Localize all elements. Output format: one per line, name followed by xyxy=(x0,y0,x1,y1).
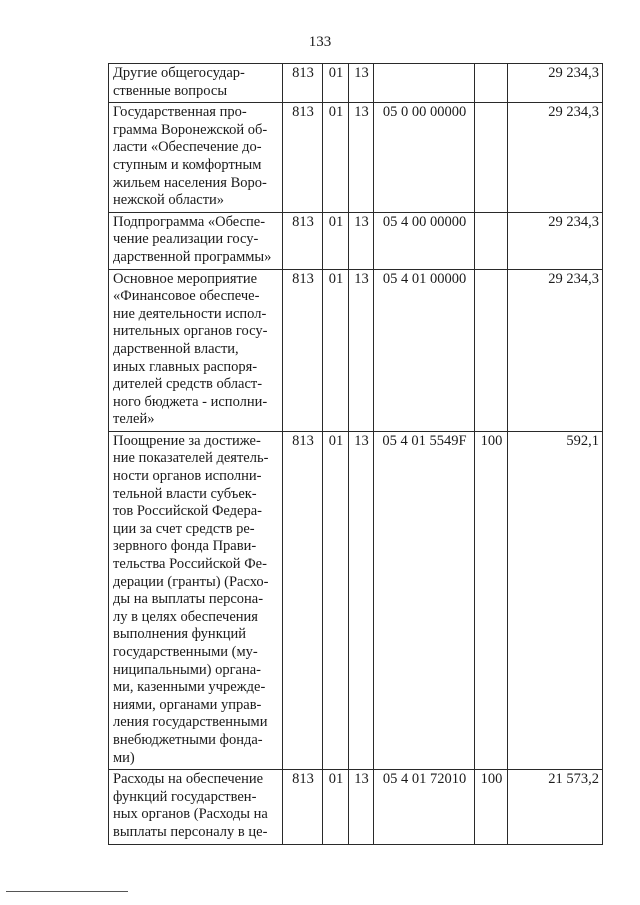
cell-name xyxy=(109,103,283,213)
name-line: дарственной программы» xyxy=(113,248,272,265)
page-number: 133 xyxy=(308,34,332,50)
name-line: ние деятельности испол- xyxy=(113,305,267,322)
cell-ved: 813 xyxy=(283,770,323,844)
name-line: телей» xyxy=(113,411,155,428)
name-line: дарственной власти, xyxy=(113,340,239,357)
cell-pr: 13 xyxy=(349,212,374,269)
name-line: ние показателей деятель- xyxy=(113,450,269,467)
name-line: Основное мероприятие xyxy=(113,270,258,287)
table-body xyxy=(109,64,603,845)
cell-csr xyxy=(374,64,475,103)
cell-ved: 813 xyxy=(283,431,323,769)
name-line: тов Российской Федера- xyxy=(113,503,262,520)
cell-vr xyxy=(475,269,508,431)
cell-pr: 13 xyxy=(349,431,374,769)
cell-sum: 29 234,3 xyxy=(508,103,603,213)
name-line: внебюджетными фонда- xyxy=(113,731,263,748)
cell-name xyxy=(109,64,283,103)
cell-ved: 813 xyxy=(283,269,323,431)
cell-name xyxy=(109,770,283,844)
budget-table xyxy=(108,63,603,845)
name-line: жильем населения Воро- xyxy=(113,174,267,191)
cell-csr: 05 4 01 00000 xyxy=(374,269,475,431)
name-line: «Финансовое обеспече- xyxy=(113,288,260,305)
cell-sum: 21 573,2 xyxy=(508,770,603,844)
name-line: ции за счет средств ре- xyxy=(113,520,255,537)
cell-pr: 13 xyxy=(349,64,374,103)
cell-rz: 01 xyxy=(323,770,349,844)
cell-pr: 13 xyxy=(349,103,374,213)
cell-vr xyxy=(475,64,508,103)
cell-sum: 29 234,3 xyxy=(508,212,603,269)
cell-vr: 100 xyxy=(475,431,508,769)
name-line: Государственная про- xyxy=(113,104,247,121)
name-line: Расходы на обеспечение xyxy=(113,771,264,788)
name-line: ласти «Обеспечение до- xyxy=(113,139,262,156)
cell-sum: 29 234,3 xyxy=(508,64,603,103)
name-line: ми, казенными учрежде- xyxy=(113,679,266,696)
table-row xyxy=(109,770,603,844)
cell-name xyxy=(109,212,283,269)
name-line: ниями, органами управ- xyxy=(113,696,262,713)
table-row xyxy=(109,64,603,103)
name-line: функций государствен- xyxy=(113,788,257,805)
cell-rz: 01 xyxy=(323,103,349,213)
cell-vr xyxy=(475,103,508,213)
table-row xyxy=(109,103,603,213)
cell-name xyxy=(109,431,283,769)
cell-vr xyxy=(475,212,508,269)
name-line: ности органов исполни- xyxy=(113,468,262,485)
cell-csr: 05 0 00 00000 xyxy=(374,103,475,213)
cell-csr: 05 4 00 00000 xyxy=(374,212,475,269)
cell-pr: 13 xyxy=(349,770,374,844)
cell-sum: 29 234,3 xyxy=(508,269,603,431)
name-line: выплаты персоналу в це- xyxy=(113,823,268,840)
table-row xyxy=(109,269,603,431)
cell-csr: 05 4 01 72010 xyxy=(374,770,475,844)
name-line: ных органов (Расходы на xyxy=(113,806,268,823)
table-row xyxy=(109,212,603,269)
name-line: грамма Воронежской об- xyxy=(113,121,268,138)
name-line: Другие общегосудар- xyxy=(113,65,245,81)
name-line: тельства Российской Фе- xyxy=(113,556,267,573)
footnote-rule xyxy=(6,891,128,892)
name-line: зервного фонда Прави- xyxy=(113,538,257,555)
cell-rz: 01 xyxy=(323,64,349,103)
name-line: нежской области» xyxy=(113,192,225,209)
name-line: Подпрограмма «Обеспе- xyxy=(113,213,266,230)
name-line: чение реализации госу- xyxy=(113,231,259,248)
cell-ved: 813 xyxy=(283,103,323,213)
name-line: Поощрение за достиже- xyxy=(113,432,261,449)
name-line: дерации (гранты) (Расхо- xyxy=(113,573,269,590)
name-line: дителей средств област- xyxy=(113,376,263,393)
name-line: ды на выплаты персона- xyxy=(113,591,264,608)
cell-sum: 592,1 xyxy=(508,431,603,769)
name-line: лу в целях обеспечения xyxy=(113,608,258,625)
name-line: тельной власти субъек- xyxy=(113,485,257,502)
cell-pr: 13 xyxy=(349,269,374,431)
table-row xyxy=(109,431,603,769)
name-line: выполнения функций xyxy=(113,626,247,643)
name-line: ступным и комфортным xyxy=(113,156,262,173)
cell-rz: 01 xyxy=(323,431,349,769)
cell-ved: 813 xyxy=(283,212,323,269)
name-line: государственными (му- xyxy=(113,644,258,660)
name-line: ми) xyxy=(113,749,135,766)
name-line: ниципальными) органа- xyxy=(113,661,262,678)
cell-name xyxy=(109,269,283,431)
cell-ved: 813 xyxy=(283,64,323,103)
cell-rz: 01 xyxy=(323,212,349,269)
cell-rz: 01 xyxy=(323,269,349,431)
cell-csr: 05 4 01 5549F xyxy=(374,431,475,769)
name-line: ственные вопросы xyxy=(113,82,228,99)
name-line: ного бюджета - исполни- xyxy=(113,393,268,410)
name-line: иных главных распоря- xyxy=(113,358,258,375)
name-line: ления государственными xyxy=(113,714,268,731)
name-line: нительных органов госу- xyxy=(113,323,268,340)
cell-vr: 100 xyxy=(475,770,508,844)
